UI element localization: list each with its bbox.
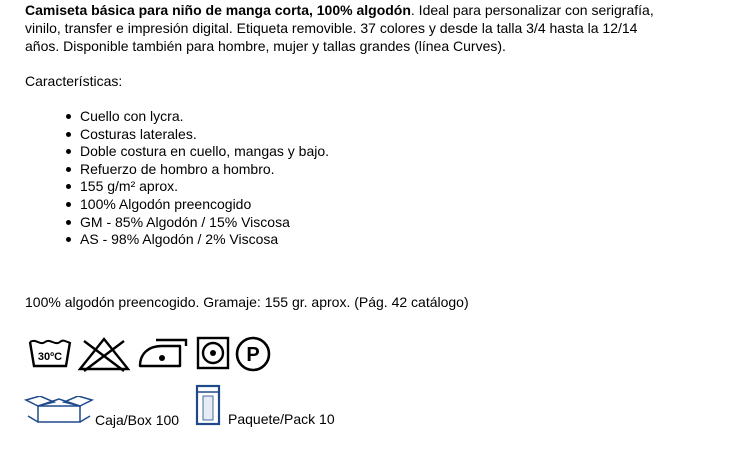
list-item: Doble costura en cuello, mangas y bajo. — [80, 143, 330, 160]
box-label: Caja/Box 100 — [95, 412, 180, 428]
box-icon — [24, 396, 94, 424]
list-item: GM - 85% Algodón / 15% Viscosa — [80, 214, 329, 232]
list-item: 155 g/m² aprox. — [80, 178, 329, 196]
iron-low-icon — [136, 336, 188, 370]
no-bleach-icon — [78, 336, 130, 372]
list-item: Cuello con lycra. — [80, 108, 329, 126]
product-description-text: . Ideal para personalizar con serigrafía, vinilo, transfer e impresión digital. Etiqueta removible. 37 colores y desde la talla 3/4 hasta la 12/14 años. Disponible también para hombre, mujer y tallas grandes (línea Curves). — [25, 2, 654, 54]
product-title: Camiseta básica para niño de manga corta, 100% algodón — [25, 2, 411, 18]
wash-30-icon — [28, 336, 72, 370]
dry-clean-p-icon — [234, 336, 272, 374]
list-item: Costuras laterales. — [80, 126, 329, 144]
dry-clean-letter: P — [246, 344, 260, 366]
pack-label: Paquete/Pack 10 — [228, 411, 335, 427]
pack-icon — [195, 384, 221, 426]
composition-summary: 100% algodón preencogido. Gramaje: 155 gr. aprox. (Pág. 42 catálogo) — [25, 294, 469, 310]
tumble-dry-icon — [196, 336, 230, 370]
list-item: Refuerzo de hombro a hombro. — [80, 161, 329, 179]
features-heading: Características: — [25, 73, 123, 89]
features-list — [62, 108, 329, 249]
wash-temp-label: 30ºC — [37, 351, 63, 363]
list-item: 100% Algodón preencogido — [80, 196, 329, 214]
packaging-info — [24, 382, 384, 442]
list-item: AS - 98% Algodón / 2% Viscosa — [80, 231, 329, 249]
product-description — [25, 1, 675, 55]
